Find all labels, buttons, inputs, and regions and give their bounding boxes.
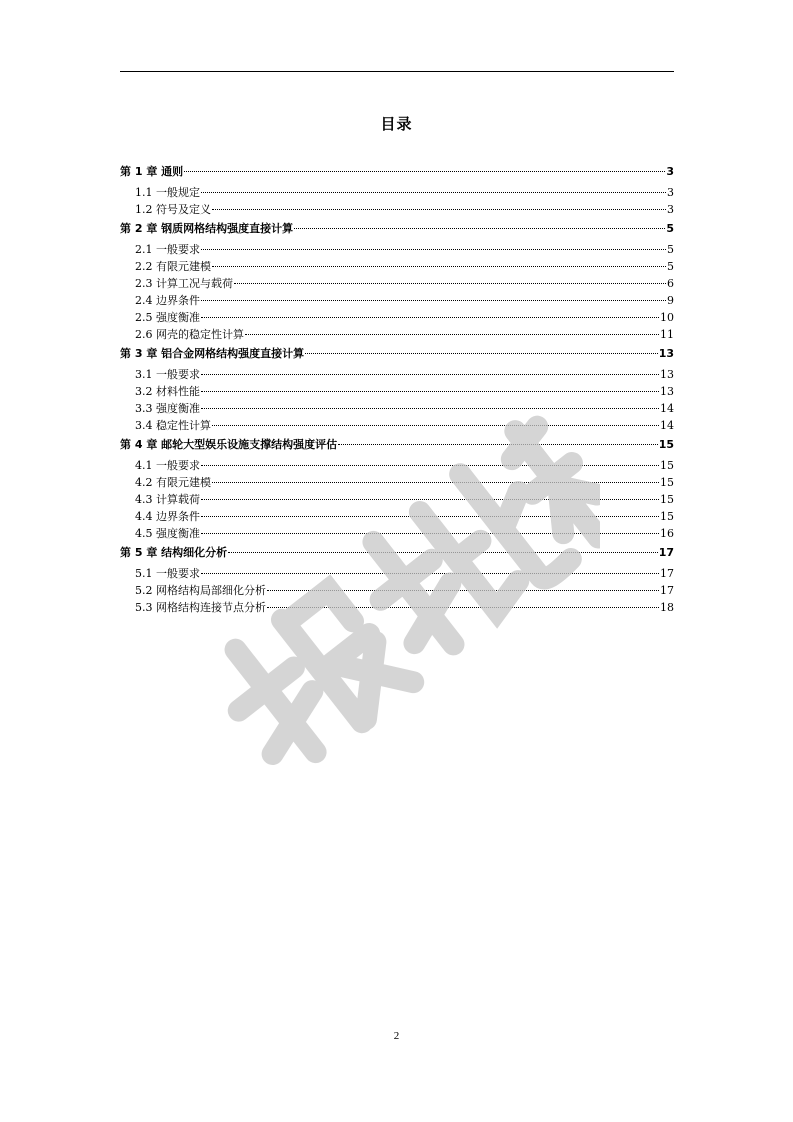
toc-page-number: 3 [667,203,674,216]
dot-leader [201,300,666,301]
dot-leader [201,499,659,500]
toc-section-label: 3.1 一般要求 [135,368,200,381]
toc-chapter-label: 第 2 章 钢质网格结构强度直接计算 [120,222,294,235]
dot-leader [201,573,659,574]
toc-section-entry[interactable] [120,292,674,309]
toc-page-number: 13 [660,368,674,381]
toc-section-label: 4.5 强度衡准 [135,527,200,540]
toc-page-number: 15 [660,459,674,472]
toc-page-number: 14 [660,419,674,432]
dot-leader [201,192,666,193]
toc-chapter-label: 第 5 章 结构细化分析 [120,546,228,559]
toc-chapter-entry[interactable] [120,436,674,453]
toc-page-number: 9 [667,294,674,307]
toc-section-label: 3.2 材料性能 [135,385,200,398]
toc-chapter-label: 第 4 章 邮轮大型娱乐设施支撑结构强度评估 [120,438,338,451]
toc-page-number: 11 [660,328,674,341]
toc-page-number: 17 [660,567,674,580]
toc-section-label: 2.2 有限元建模 [135,260,211,273]
toc-page-number: 5 [666,222,674,235]
dot-leader [305,353,658,354]
toc-section-label: 5.1 一般要求 [135,567,200,580]
toc-page-number: 15 [660,476,674,489]
toc-page-number: 14 [660,402,674,415]
dot-leader [245,334,659,335]
toc-section-entry[interactable] [120,366,674,383]
dot-leader [212,266,666,267]
toc-chapter-entry[interactable] [120,345,674,362]
toc-section-entry[interactable] [120,508,674,525]
toc-section-entry[interactable] [120,582,674,599]
toc-section-label: 1.2 符号及定义 [135,203,211,216]
toc-page-number: 15 [658,438,674,451]
toc-section-entry[interactable] [120,400,674,417]
toc-section-entry[interactable] [120,383,674,400]
dot-leader [184,171,665,172]
dot-leader [201,465,659,466]
toc-section-entry[interactable] [120,326,674,343]
dot-leader [201,516,659,517]
toc-chapter-label: 第 1 章 通则 [120,165,184,178]
dot-leader [267,590,659,591]
toc-section-entry[interactable] [120,491,674,508]
toc-page-number: 3 [667,186,674,199]
toc-section-entry[interactable] [120,474,674,491]
toc-section-label: 3.3 强度衡准 [135,402,200,415]
toc-section-entry[interactable] [120,184,674,201]
dot-leader [201,249,666,250]
toc-section-label: 3.4 稳定性计算 [135,419,211,432]
toc-page-number: 10 [660,311,674,324]
toc-section-label: 5.3 网格结构连接节点分析 [135,601,266,614]
toc-chapter-entry[interactable] [120,220,674,237]
table-of-contents [120,163,674,616]
dot-leader [338,444,658,445]
toc-section-entry[interactable] [120,201,674,218]
toc-page-number: 17 [658,546,674,559]
toc-section-label: 1.1 一般规定 [135,186,200,199]
toc-page-number: 15 [660,493,674,506]
toc-page-number: 16 [660,527,674,540]
dot-leader [212,482,659,483]
toc-section-label: 2.6 网壳的稳定性计算 [135,328,244,341]
dot-leader [234,283,666,284]
toc-page-number: 5 [667,243,674,256]
dot-leader [201,533,659,534]
toc-page-number: 15 [660,510,674,523]
toc-section-entry[interactable] [120,417,674,434]
toc-section-entry[interactable] [120,565,674,582]
toc-section-label: 4.3 计算载荷 [135,493,200,506]
toc-page-number: 3 [666,165,674,178]
dot-leader [267,607,659,608]
header-rule [120,71,674,72]
toc-page-number: 6 [667,277,674,290]
toc-page-number: 13 [660,385,674,398]
toc-chapter-entry[interactable] [120,163,674,180]
dot-leader [201,374,659,375]
toc-section-entry[interactable] [120,275,674,292]
toc-section-entry[interactable] [120,599,674,616]
toc-section-entry[interactable] [120,309,674,326]
dot-leader [201,391,659,392]
dot-leader [212,425,659,426]
dot-leader [201,317,659,318]
toc-section-label: 2.4 边界条件 [135,294,200,307]
toc-page-number: 5 [667,260,674,273]
toc-section-entry[interactable] [120,258,674,275]
toc-section-entry[interactable] [120,525,674,542]
dot-leader [294,228,665,229]
toc-section-label: 5.2 网格结构局部细化分析 [135,584,266,597]
toc-section-label: 4.1 一般要求 [135,459,200,472]
dot-leader [212,209,666,210]
toc-chapter-label: 第 3 章 铝合金网格结构强度直接计算 [120,347,305,360]
page-number: 2 [393,1030,400,1042]
dot-leader [228,552,658,553]
toc-section-label: 4.2 有限元建模 [135,476,211,489]
page-title: 目录 [380,115,413,133]
toc-section-label: 4.4 边界条件 [135,510,200,523]
toc-page-number: 17 [660,584,674,597]
toc-page-number: 13 [658,347,674,360]
toc-page-number: 18 [660,601,674,614]
toc-section-entry[interactable] [120,241,674,258]
dot-leader [201,408,659,409]
toc-section-entry[interactable] [120,457,674,474]
toc-section-label: 2.1 一般要求 [135,243,200,256]
toc-section-label: 2.3 计算工况与载荷 [135,277,233,290]
toc-section-label: 2.5 强度衡准 [135,311,200,324]
toc-chapter-entry[interactable] [120,544,674,561]
